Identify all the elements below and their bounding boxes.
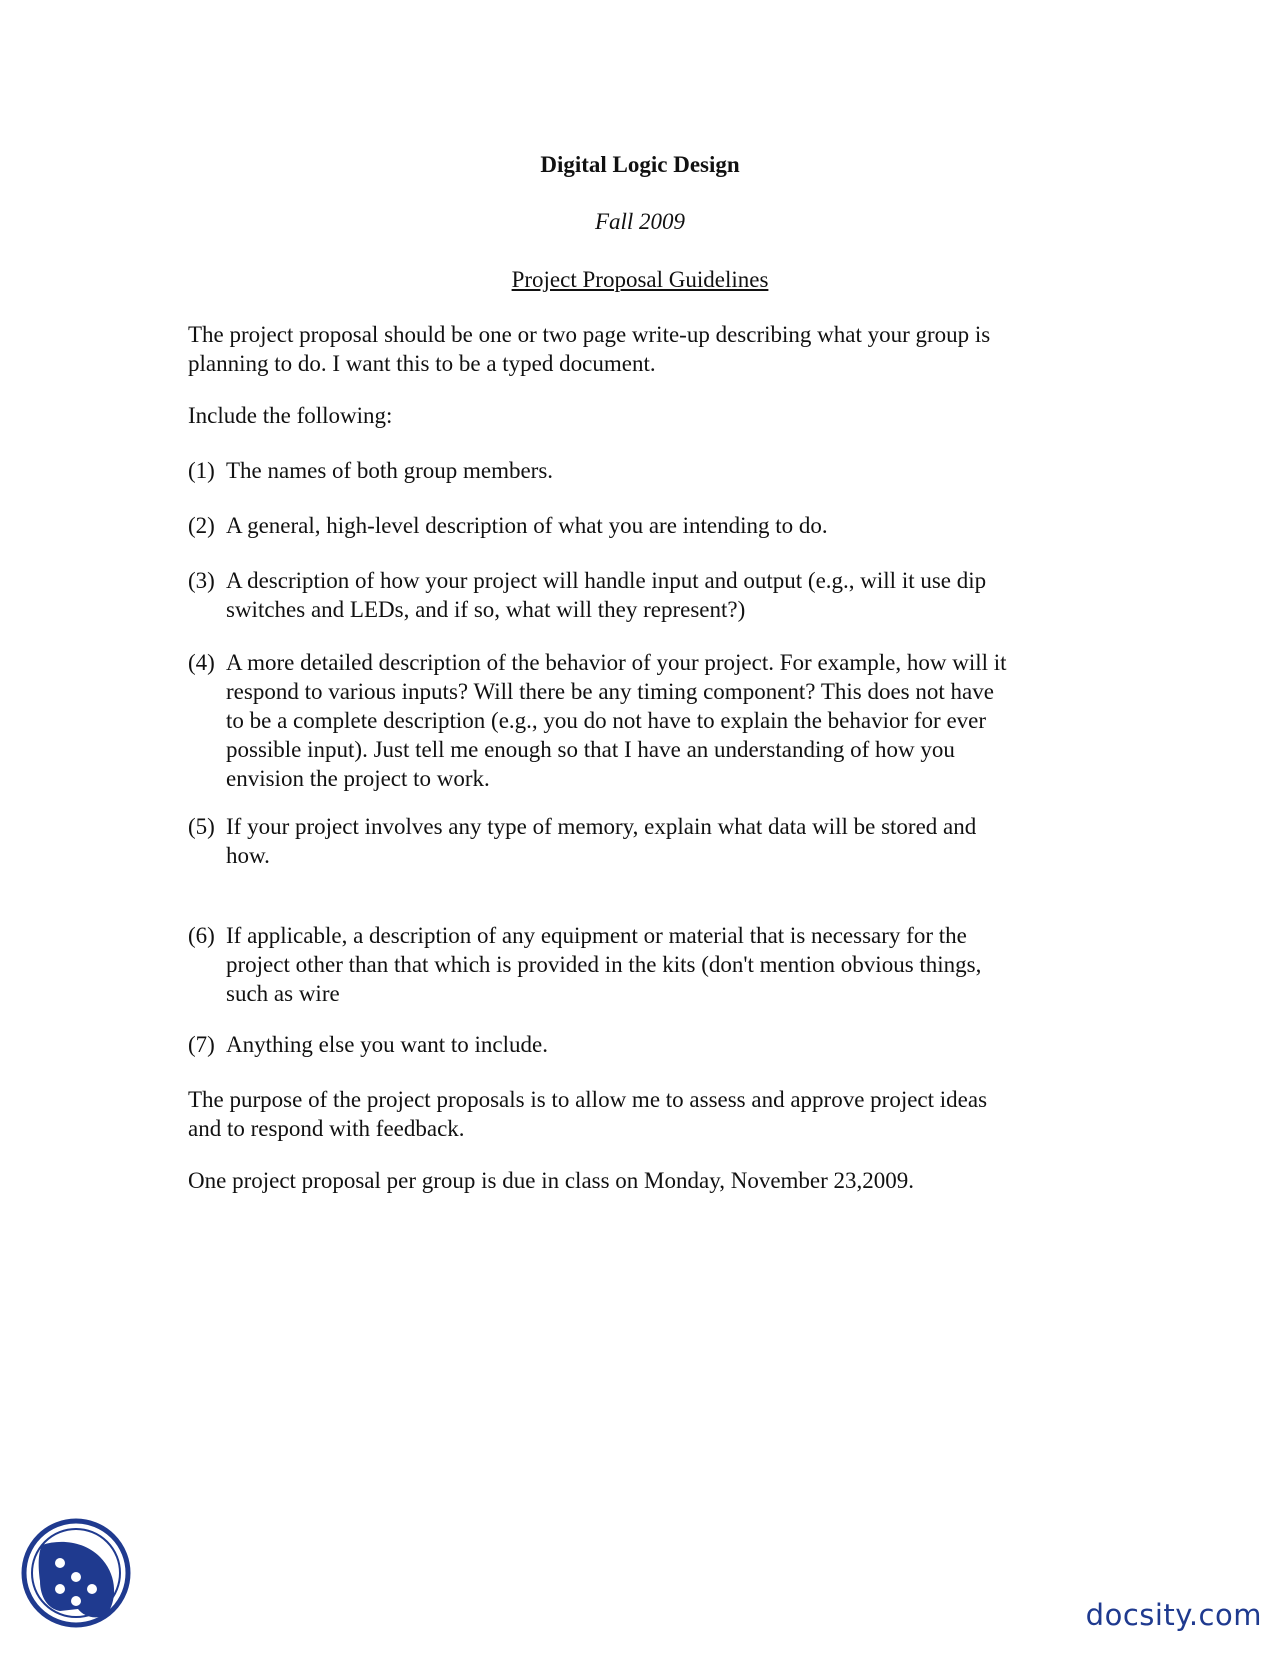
document-term: Fall 2009 [594, 209, 686, 234]
intro-text: The project proposal should be one or two page write-up describing what your group is planning to do. I want this to be a typed document. [188, 322, 991, 376]
list-item [188, 511, 1108, 540]
purpose-paragraph [188, 1085, 1108, 1143]
list-item-text: A general, high-level description of what you are intending to do. [226, 513, 828, 538]
list-item [188, 1030, 1108, 1059]
list-item-text: A description of how your project will handle input and output (e.g., will it use dip switches and LEDs, and if so, what will they represent?) [226, 568, 987, 622]
docsity-logo-icon[interactable] [20, 1517, 132, 1629]
due-text: One project proposal per group is due in class on Monday, November 23,2009. [188, 1168, 915, 1193]
list-item [188, 921, 1108, 1008]
list-item-number: (4) [188, 650, 215, 675]
list-item-number: (7) [188, 1032, 215, 1057]
docsity-logo-graphic [20, 1517, 132, 1629]
purpose-text: The purpose of the project proposals is to allow me to assess and approve project ideas and to respond with feedback. [188, 1087, 988, 1141]
document-subtitle [0, 265, 1280, 294]
intro-paragraph [188, 320, 1108, 378]
list-item-text: A more detailed description of the behavior of your project. For example, how will it respond to various inputs? Will there be any timing component? This does not have to be a complete description (e.g., you do not have to explain the behavior for ever possible input). Just tell me enough so that I have an understanding of how you envision the project to work. [226, 650, 1007, 791]
list-item [188, 812, 1108, 870]
list-item-number: (3) [188, 568, 215, 593]
docsity-brand-link[interactable]: docsity.com [1085, 1598, 1262, 1632]
due-paragraph [188, 1166, 1108, 1195]
list-item-text: If your project involves any type of memory, explain what data will be stored and how. [226, 814, 977, 868]
document-title: Digital Logic Design [540, 152, 740, 177]
include-heading [188, 401, 1108, 430]
include-heading-text: Include the following: [188, 403, 393, 428]
document-subtitle-text: Project Proposal Guidelines [511, 267, 769, 292]
list-item-text: The names of both group members. [226, 458, 554, 483]
list-item-number: (5) [188, 814, 215, 839]
list-item [188, 648, 1108, 793]
list-item-number: (6) [188, 923, 215, 948]
list-item-text: If applicable, a description of any equipment or material that is necessary for the project other than that which is provided in the kits (don't mention obvious things, such as wire [226, 923, 982, 1006]
list-item [188, 456, 1108, 485]
list-item-number: (2) [188, 513, 215, 538]
list-item-text: Anything else you want to include. [226, 1032, 548, 1057]
list-item-number: (1) [188, 458, 215, 483]
list-item [188, 566, 1108, 624]
